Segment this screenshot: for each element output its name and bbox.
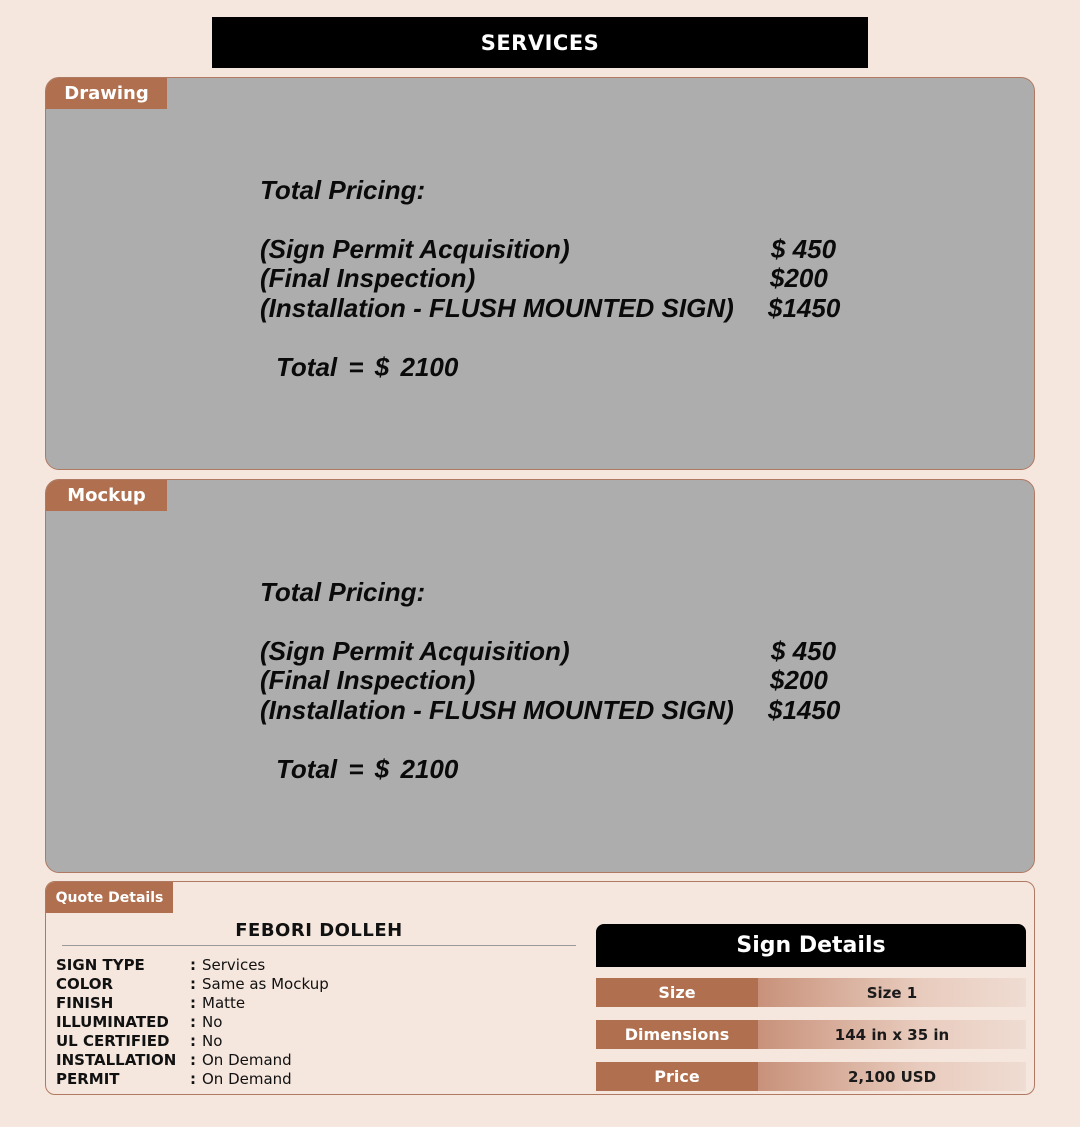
quote-details-tab: Quote Details (46, 882, 173, 913)
pricing-row (260, 263, 860, 293)
pricing-heading: Total Pricing: (260, 175, 426, 205)
pricing-item-amount: $200 (770, 665, 828, 695)
spec-separator: : (190, 1013, 196, 1031)
pricing-row (260, 665, 860, 695)
spec-row-permit (56, 1070, 576, 1089)
spec-value: No (202, 1032, 223, 1050)
sign-detail-label: Size (596, 978, 758, 1007)
sign-detail-row-dimensions (596, 1020, 1026, 1049)
spec-list (56, 956, 576, 1089)
pricing-item-amount: $ 450 (771, 636, 837, 666)
mockup-panel (45, 479, 1035, 873)
pricing-item-label: (Final Inspection) (260, 665, 476, 695)
pricing-total: Total = $ 2100 (276, 754, 459, 784)
sign-detail-label: Price (596, 1062, 758, 1091)
sign-detail-row-size (596, 978, 1026, 1007)
pricing-row (260, 234, 860, 264)
spec-separator: : (190, 975, 196, 993)
spec-row-illuminated (56, 1013, 576, 1032)
spec-key: SIGN TYPE (56, 956, 145, 974)
spec-value: Services (202, 956, 266, 974)
sign-detail-value: 144 in x 35 in (758, 1020, 1026, 1049)
spec-value: On Demand (202, 1051, 292, 1069)
divider (62, 945, 576, 946)
pricing-item-label: (Installation - FLUSH MOUNTED SIGN) (260, 293, 734, 323)
pricing-item-amount: $ 450 (771, 234, 837, 264)
spec-key: PERMIT (56, 1070, 120, 1088)
spec-value: Same as Mockup (202, 975, 329, 993)
spec-key: UL CERTIFIED (56, 1032, 170, 1050)
page-title: SERVICES (212, 17, 868, 68)
spec-value: On Demand (202, 1070, 292, 1088)
spec-separator: : (190, 994, 196, 1012)
spec-row-ul-certified (56, 1032, 576, 1051)
spec-row-sign-type (56, 956, 576, 975)
sign-detail-value: 2,100 USD (758, 1062, 1026, 1091)
sign-details-title: Sign Details (596, 924, 1026, 967)
pricing-item-label: (Sign Permit Acquisition) (260, 234, 570, 264)
mockup-tab: Mockup (46, 480, 167, 511)
pricing-item-amount: $1450 (768, 695, 841, 725)
spec-separator: : (190, 1070, 196, 1088)
pricing-item-label: (Final Inspection) (260, 263, 476, 293)
pricing-row (260, 695, 860, 725)
pricing-row (260, 636, 860, 666)
spec-key: ILLUMINATED (56, 1013, 169, 1031)
drawing-tab: Drawing (46, 78, 167, 109)
sign-detail-row-price (596, 1062, 1026, 1091)
sign-details (596, 924, 1026, 1086)
pricing-heading: Total Pricing: (260, 577, 426, 607)
customer-name: FEBORI DOLLEH (235, 920, 403, 941)
sign-detail-label: Dimensions (596, 1020, 758, 1049)
spec-separator: : (190, 956, 196, 974)
spec-key: FINISH (56, 994, 114, 1012)
spec-separator: : (190, 1051, 196, 1069)
pricing-item-amount: $1450 (768, 293, 841, 323)
spec-separator: : (190, 1032, 196, 1050)
spec-value: Matte (202, 994, 246, 1012)
spec-row-color (56, 975, 576, 994)
quote-details-panel (45, 881, 1035, 1095)
drawing-panel (45, 77, 1035, 470)
sign-detail-value: Size 1 (758, 978, 1026, 1007)
pricing-total: Total = $ 2100 (276, 352, 459, 382)
pricing-item-amount: $200 (770, 263, 828, 293)
spec-row-finish (56, 994, 576, 1013)
pricing-row (260, 293, 860, 323)
spec-row-installation (56, 1051, 576, 1070)
spec-key: INSTALLATION (56, 1051, 177, 1069)
spec-key: COLOR (56, 975, 114, 993)
pricing-item-label: (Sign Permit Acquisition) (260, 636, 570, 666)
pricing-item-label: (Installation - FLUSH MOUNTED SIGN) (260, 695, 734, 725)
spec-value: No (202, 1013, 223, 1031)
